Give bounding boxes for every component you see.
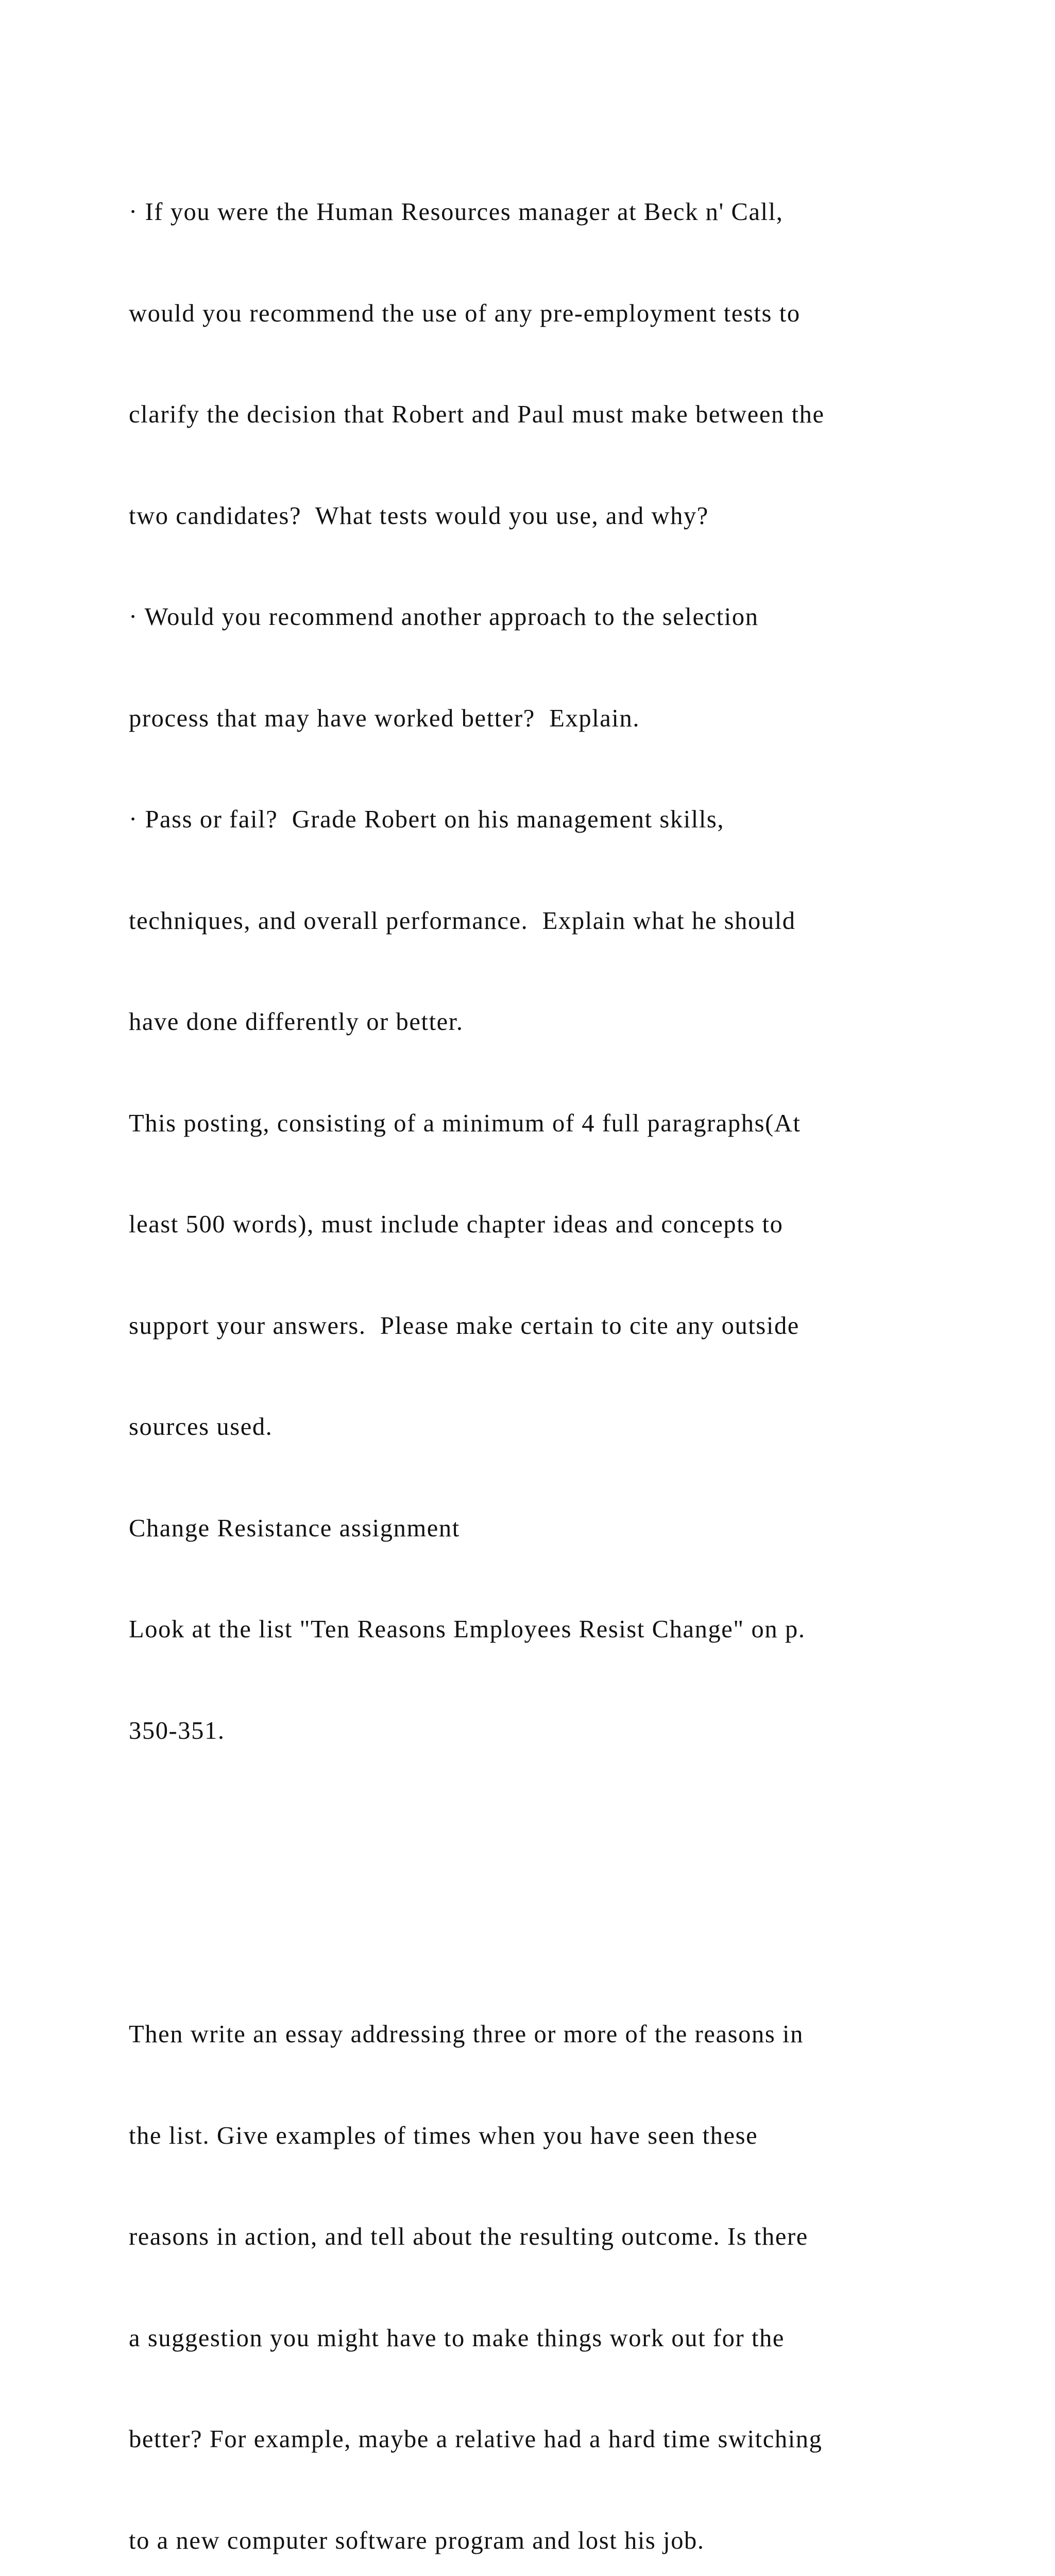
- text-line: have done differently or better.: [129, 1008, 464, 1036]
- text-line: Then write an essay addressing three or more of the reasons in: [129, 2021, 804, 2048]
- text-line: · Would you recommend another approach to the selection: [129, 603, 759, 631]
- text-line: would you recommend the use of any pre-employment tests to: [129, 299, 801, 327]
- text-line: 350-351.: [129, 1717, 225, 1744]
- text-line: Look at the list "Ten Reasons Employees Resist Change" on p.: [129, 1616, 806, 1643]
- text-line: the list. Give examples of times when you have seen these: [129, 2122, 758, 2149]
- text-line: reasons in action, and tell about the resulting outcome. Is there: [129, 2223, 808, 2250]
- text-line: sources used.: [129, 1413, 273, 1440]
- text-line: a suggestion you might have to make things work out for the: [129, 2324, 785, 2352]
- text-line: techniques, and overall performance. Explain what he should: [129, 907, 796, 935]
- text-line: · If you were the Human Resources manager at Beck n' Call,: [129, 198, 784, 226]
- section-heading: Change Resistance assignment: [129, 1514, 460, 1542]
- text-line: to a new computer software program and lost his job.: [129, 2527, 705, 2554]
- text-line: clarify the decision that Robert and Paul must make between the: [129, 401, 825, 428]
- text-line: support your answers. Please make certain to cite any outside: [129, 1312, 799, 1340]
- text-line: This posting, consisting of a minimum of 4 full paragraphs(At: [129, 1109, 801, 1137]
- document-body: [129, 128, 1005, 2576]
- text-line: · Pass or fail? Grade Robert on his management skills,: [129, 806, 725, 833]
- text-line: two candidates? What tests would you use, and why?: [129, 502, 709, 530]
- text-line: better? For example, maybe a relative had a hard time switching: [129, 2426, 823, 2453]
- blank-gap: [129, 1849, 1005, 1917]
- text-line: least 500 words), must include chapter ideas and concepts to: [129, 1211, 784, 1238]
- text-line: process that may have worked better? Explain.: [129, 704, 640, 732]
